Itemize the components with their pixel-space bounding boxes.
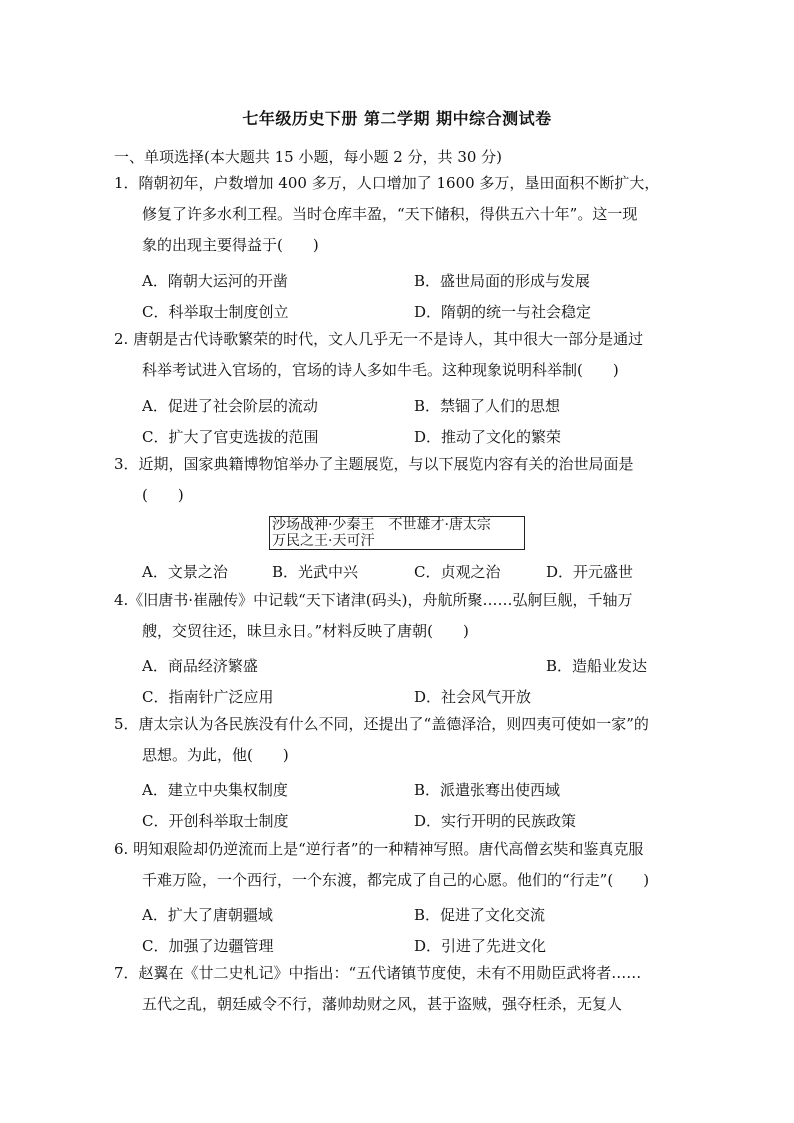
q4-option-b: B．造船业发达 — [546, 657, 648, 675]
question-4-line-2: 艘，交贸往还，昧旦永日。”材料反映了唐朝( ) — [142, 622, 469, 640]
q4-option-a: A．商品经济繁盛 — [142, 657, 258, 675]
question-1-line-2: 修复了许多水利工程。当时仓库丰盈，“天下储积，得供五六十年”。这一现 — [142, 205, 638, 223]
q3-option-c: C．贞观之治 — [414, 563, 501, 581]
q1-option-d: D．隋朝的统一与社会稳定 — [414, 303, 592, 321]
page-title: 七年级历史下册 第二学期 期中综合测试卷 — [242, 109, 552, 128]
quote-box-line-2: 万民之王·天可汗 — [272, 533, 375, 549]
q6-option-c: C．加强了边疆管理 — [142, 937, 274, 955]
question-7-line-2: 五代之乱，朝廷威令不行，藩帅劫财之风，甚于盗贼，强夺枉杀，无复人 — [142, 995, 623, 1013]
question-7 — [114, 958, 684, 1020]
question-2-line-1: 2. 唐朝是古代诗歌繁荣的时代，文人几乎无一不是诗人，其中很大一部分是通过 — [114, 330, 644, 348]
question-5-line-1: 5．唐太宗认为各民族没有什么不同，还提出了“盖德泽洽，则四夷可使如一家”的 — [114, 715, 649, 733]
question-3 — [114, 449, 684, 511]
question-2 — [114, 324, 684, 386]
question-2-line-2: 科举考试进入官场的，官场的诗人多如牛毛。这种现象说明科举制( ) — [142, 361, 619, 379]
question-6-line-2: 千难万险，一个西行，一个东渡，都完成了自己的心愿。他们的“行走”( ) — [142, 871, 650, 889]
question-1-line-3: 象的出现主要得益于( ) — [142, 236, 319, 254]
question-3-line-1: 3．近期，国家典籍博物馆举办了主题展览，与以下展览内容有关的治世局面是 — [114, 455, 634, 473]
q2-option-c: C．扩大了官吏选拔的范围 — [142, 428, 319, 446]
question-1-line-1: 1．隋朝初年，户数增加 400 多万，人口增加了 1600 多万，垦田面积不断扩大， — [114, 174, 660, 192]
q5-option-d: D．实行开明的民族政策 — [414, 812, 577, 830]
q1-option-c: C．科举取士制度创立 — [142, 303, 289, 321]
question-5-line-2: 思想。为此，他( ) — [142, 746, 289, 764]
q4-option-c: C．指南针广泛应用 — [142, 688, 274, 706]
q5-option-c: C．开创科举取士制度 — [142, 812, 289, 830]
quote-box-line-1: 沙场战神·少秦王 不世雄才·唐太宗 — [272, 517, 491, 533]
q3-option-b: B．光武中兴 — [272, 563, 359, 581]
question-4-line-1: 4.《旧唐书·崔融传》中记载“天下诸津(码头)，舟航所聚……弘舸巨舰，千轴万 — [114, 591, 633, 609]
q1-option-a: A．隋朝大运河的开凿 — [142, 272, 288, 290]
q5-option-a: A．建立中央集权制度 — [142, 781, 288, 799]
q6-option-a: A．扩大了唐朝疆域 — [142, 906, 273, 924]
q2-option-d: D．推动了文化的繁荣 — [414, 428, 562, 446]
question-6-line-1: 6. 明知艰险却仍逆流而上是“逆行者”的一种精神写照。唐代高僧玄奘和鉴真克服 — [114, 840, 644, 858]
q3-option-d: D．开元盛世 — [546, 563, 634, 581]
question-3-line-2: ( ) — [142, 486, 184, 504]
q5-option-b: B．派遣张骞出使西域 — [414, 781, 561, 799]
section-heading: 一、单项选择(本大题共 15 小题，每小题 2 分，共 30 分) — [114, 148, 503, 166]
question-5 — [114, 709, 684, 771]
exhibition-quote-box — [269, 516, 525, 550]
q2-option-a: A．促进了社会阶层的流动 — [142, 397, 318, 415]
q6-option-b: B．促进了文化交流 — [414, 906, 546, 924]
q6-option-d: D．引进了先进文化 — [414, 937, 547, 955]
question-7-line-1: 7．赵翼在《廿二史札记》中指出：“五代诸镇节度使，未有不用勋臣武将者…… — [114, 964, 642, 982]
question-1 — [114, 168, 684, 261]
q2-option-b: B．禁锢了人们的思想 — [414, 397, 561, 415]
q3-option-a: A．文景之治 — [142, 563, 228, 581]
question-4 — [114, 585, 684, 647]
question-6 — [114, 834, 684, 896]
q1-option-b: B．盛世局面的形成与发展 — [414, 272, 591, 290]
q4-option-d: D．社会风气开放 — [414, 688, 532, 706]
